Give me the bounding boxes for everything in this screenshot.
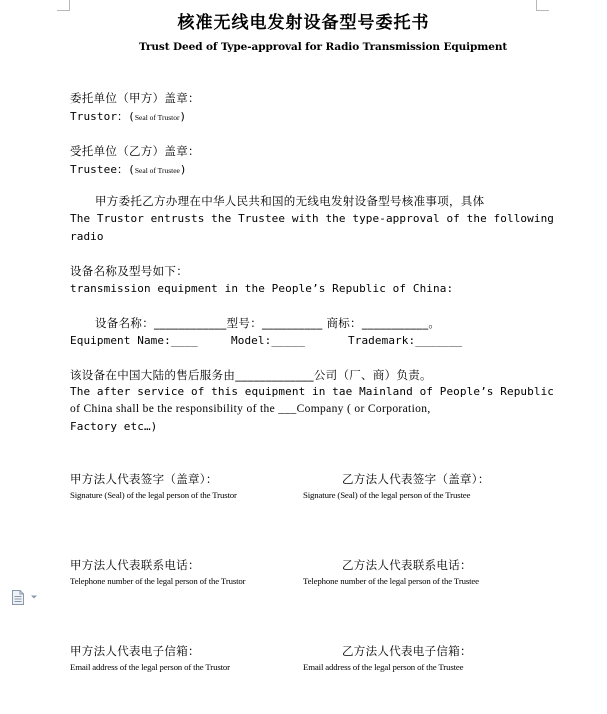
trustee-label-en: Trustee：( [70,163,135,176]
trustor-line [70,108,186,124]
trustee-phone-en: Telephone number of the legal person of the Trustee [303,576,479,586]
after-service-en-line1: The after service of this equipment in tae Mainland of People’s Republic [70,385,555,398]
trustee-signature-en: Signature (Seal) of the legal person of the Trustee [303,490,471,500]
trustee-email-en: Email address of the legal person of the Trustee [303,662,464,672]
trustor-phone-en: Telephone number of the legal person of the Trustor [70,576,246,586]
trustee-line [70,161,187,177]
trustor-close: ) [179,110,187,123]
trustor-signature-zh: 甲方法人代表签字（盖章）： [70,472,218,486]
trustor-phone-zh: 甲方法人代表联系电话： [70,558,200,572]
trustee-close: ) [179,163,187,176]
intro-zh: 甲方委托乙方办理在中华人民共和国的无线电发射设备型号核准事项，具体 [95,194,485,208]
trustor-seal-note: Seal of Trustor [134,113,180,122]
document-icon[interactable] [12,590,24,605]
equipment-heading-en: transmission equipment in the People’s Republic of China: [70,282,454,295]
trustor-label-zh: 委托单位（甲方）盖章： [70,91,200,105]
trustor-label-en: Trustor：( [70,110,135,123]
dropdown-arrow-icon[interactable] [30,594,38,600]
equipment-heading-zh: 设备名称及型号如下： [70,264,188,278]
trustee-phone-zh: 乙方法人代表联系电话： [342,558,472,572]
trustee-seal-note: Seal of Trustee [134,166,180,175]
equipment-fields-zh: 设备名称：____________型号：__________ 商标：___________。 [95,316,441,330]
intro-en-line2: radio [70,230,104,243]
equipment-trademark-en: Trademark:_______ [348,334,463,347]
document-subtitle: Trust Deed of Type-approval for Radio Transmission Equipment [139,41,508,53]
trustor-email-zh: 甲方法人代表电子信箱： [70,644,200,658]
after-service-zh: 该设备在中国大陆的售后服务由_____________公司（厂、商）负责。 [70,368,432,382]
trustee-signature-zh: 乙方法人代表签字（盖章）： [342,472,490,486]
trustee-email-zh: 乙方法人代表电子信箱： [342,644,472,658]
document-title: 核准无线电发射设备型号委托书 [177,13,430,33]
after-service-en-line2: of China shall be the responsibility of the ___Company ( or Corporation, [70,403,431,415]
trustee-label-zh: 受托单位（乙方）盖章： [70,144,200,158]
intro-en-line1: The Trustor entrusts the Trustee with the type-approval of the following [70,212,555,225]
trustor-email-en: Email address of the legal person of the Trustor [70,662,230,672]
equipment-model-en: Model:_____ [231,334,305,347]
after-service-en-line3: Factory etc…) [70,420,158,433]
trustor-signature-en: Signature (Seal) of the legal person of the Trustor [70,490,237,500]
equipment-name-en: Equipment Name:____ [70,334,198,347]
